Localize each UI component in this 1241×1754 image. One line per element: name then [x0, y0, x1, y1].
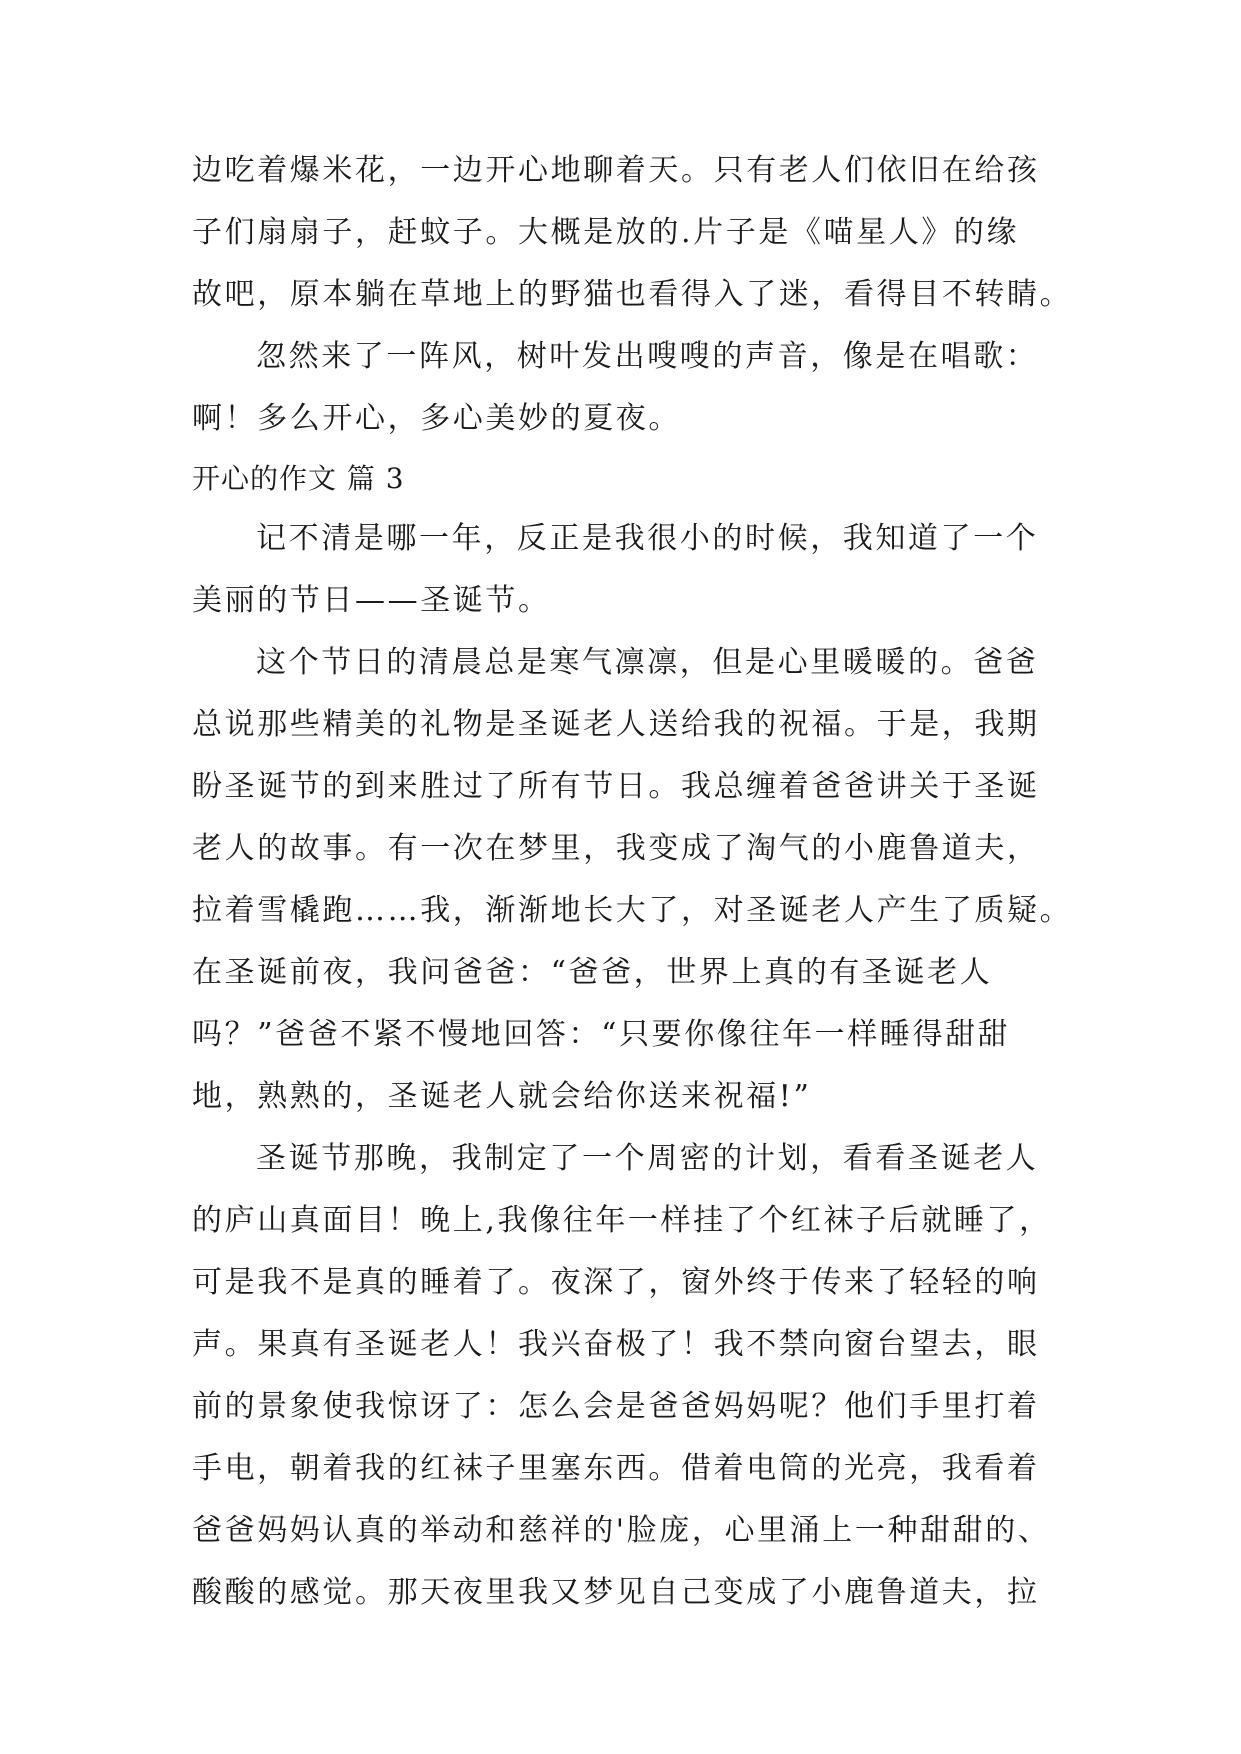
text-line: 边吃着爆米花，一边开心地聊着天。只有老人们依旧在给孩 [192, 153, 1040, 188]
paragraph-start-line: 这个节日的清晨总是寒气凛凛，但是心里暖暖的。爸爸 [256, 645, 1039, 680]
document-page [192, 140, 1073, 1624]
text-line: 手电，朝着我的红袜子里塞东西。借着电筒的光亮，我看着 [192, 1451, 1040, 1486]
text-line: 子们扇扇子，赶蚊子。大概是放的.片子是《喵星人》的缘 [192, 215, 1020, 250]
text-line: 老人的故事。有一次在梦里，我变成了淘气的小鹿鲁道夫， [192, 831, 1040, 866]
text-line: 美丽的节日——圣诞节。 [192, 583, 551, 618]
text-line: 前的景象使我惊讶了：怎么会是爸爸妈妈呢？他们手里打着 [192, 1389, 1040, 1424]
text-line: 拉着雪橇跑……我，渐渐地长大了，对圣诞老人产生了质疑。 [192, 893, 1073, 928]
paragraph-start-line: 记不清是哪一年，反正是我很小的时候，我知道了一个 [256, 521, 1039, 556]
text-line: 总说那些精美的礼物是圣诞老人送给我的祝福。于是，我期 [192, 707, 1040, 742]
text-line: 在圣诞前夜，我问爸爸：“爸爸，世界上真的有圣诞老人 [192, 955, 993, 990]
text-line: 声。果真有圣诞老人！我兴奋极了！我不禁向窗台望去，眼 [192, 1327, 1040, 1362]
text-line: 爸爸妈妈认真的举动和慈祥的'脸庞，心里涌上一种甜甜的、 [192, 1513, 1051, 1548]
paragraph-start-line: 圣诞节那晚，我制定了一个周密的计划，看看圣诞老人 [256, 1141, 1039, 1176]
text-line: 吗？”爸爸不紧不慢地回答：“只要你像往年一样睡得甜甜 [192, 1017, 1011, 1052]
text-line: 酸酸的感觉。那天夜里我又梦见自己变成了小鹿鲁道夫，拉 [192, 1575, 1040, 1610]
section-heading: 开心的作文 篇 3 [192, 462, 405, 495]
text-line: 可是我不是真的睡着了。夜深了，窗外终于传来了轻轻的响 [192, 1265, 1040, 1300]
text-line: 地，熟熟的，圣诞老人就会给你送来祝福!” [192, 1079, 812, 1114]
text-line: 啊！多么开心，多心美妙的夏夜。 [192, 401, 681, 436]
paragraph-start-line: 忽然来了一阵风，树叶发出嗖嗖的声音，像是在唱歌： [256, 339, 1039, 374]
text-line: 盼圣诞节的到来胜过了所有节日。我总缠着爸爸讲关于圣诞 [192, 769, 1040, 804]
text-line: 的庐山真面目！晚上,我像往年一样挂了个红袜子后就睡了， [192, 1203, 1052, 1238]
text-line: 故吧，原本躺在草地上的野猫也看得入了迷，看得目不转睛。 [192, 277, 1073, 312]
